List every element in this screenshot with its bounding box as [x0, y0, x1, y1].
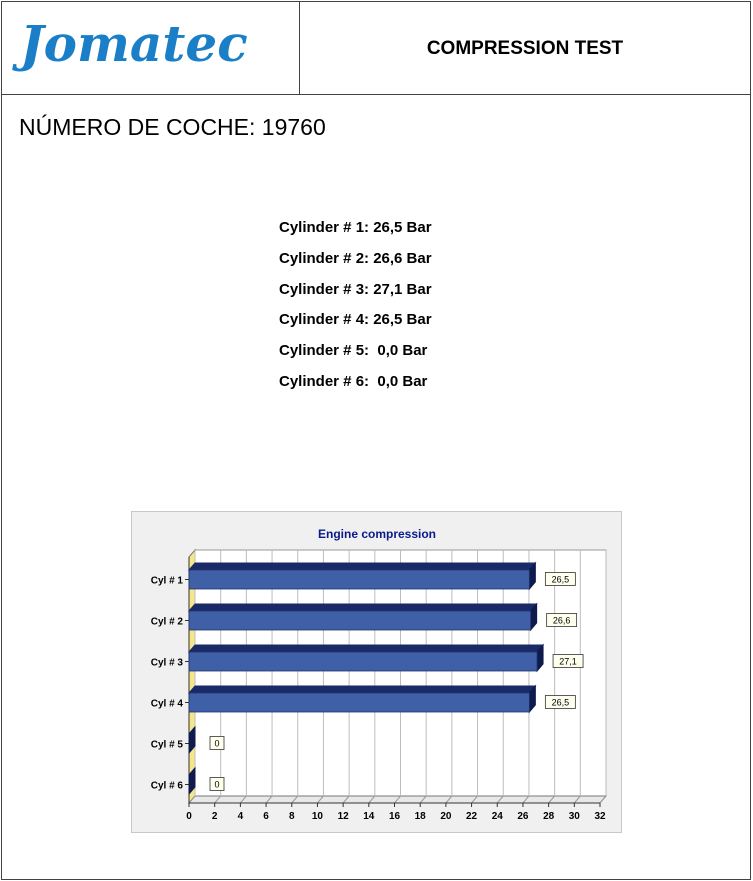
x-tick-label: 4 [237, 811, 244, 822]
x-tick-label: 30 [568, 811, 580, 822]
x-tick-label: 14 [363, 811, 375, 822]
data-label: 27,1 [559, 656, 577, 667]
bar [189, 652, 537, 671]
x-tick-label: 32 [594, 811, 606, 822]
company-logo: Jomatec [20, 14, 248, 73]
bar [189, 693, 529, 712]
reading-cyl-1: Cylinder # 1: 26,5 Bar [279, 219, 432, 236]
x-tick-label: 0 [186, 811, 192, 822]
reading-cyl-3: Cylinder # 3: 27,1 Bar [279, 280, 432, 298]
y-tick-label: Cyl # 6 [150, 780, 183, 792]
x-tick-label: 8 [288, 811, 295, 822]
data-label: 26,6 [552, 615, 571, 626]
x-tick-label: 2 [211, 811, 218, 822]
x-tick-label: 28 [543, 811, 555, 822]
x-tick-label: 18 [414, 811, 426, 822]
y-tick-label: Cyl # 1 [150, 575, 183, 587]
title-cell [300, 2, 750, 94]
y-tick-label: Cyl # 2 [150, 616, 183, 628]
y-tick-label: Cyl # 5 [150, 739, 183, 751]
logo-cell [2, 2, 300, 94]
bar-top-face [189, 686, 535, 693]
x-tick-label: 26 [517, 811, 529, 822]
reading-cyl-5: Cylinder # 5: 0,0 Bar [279, 342, 428, 360]
bar-top-face [189, 604, 537, 611]
x-tick-label: 6 [263, 811, 269, 822]
chart-svg [132, 512, 621, 832]
data-label: 0 [214, 738, 220, 749]
data-label: 26,5 [551, 574, 570, 585]
chart-title: Engine compression [317, 527, 437, 541]
x-tick-label: 20 [440, 811, 452, 822]
x-tick-label: 22 [466, 811, 478, 822]
bar-top-face [189, 645, 543, 652]
cylinder-readings [279, 218, 432, 403]
page-title: COMPRESSION TEST [426, 38, 624, 59]
bar [189, 570, 529, 589]
data-label: 0 [214, 779, 220, 790]
data-label: 26,5 [551, 697, 570, 708]
reading-cyl-2: Cylinder # 2: 26,6 Bar [279, 249, 432, 267]
y-tick-label: Cyl # 3 [150, 657, 183, 669]
x-tick-label: 12 [337, 811, 349, 822]
bar [189, 611, 531, 630]
car-number: NÚMERO DE COCHE: 19760 [19, 114, 326, 140]
reading-cyl-6: Cylinder # 6: 0,0 Bar [279, 372, 428, 390]
x-tick-label: 16 [388, 811, 401, 822]
header [2, 2, 750, 95]
engine-compression-chart [131, 511, 622, 833]
bar-top-face [189, 563, 535, 570]
x-tick-label: 10 [311, 811, 323, 822]
y-tick-label: Cyl # 4 [150, 698, 183, 710]
reading-cyl-4: Cylinder # 4: 26,5 Bar [279, 311, 432, 329]
x-tick-label: 24 [491, 811, 503, 822]
